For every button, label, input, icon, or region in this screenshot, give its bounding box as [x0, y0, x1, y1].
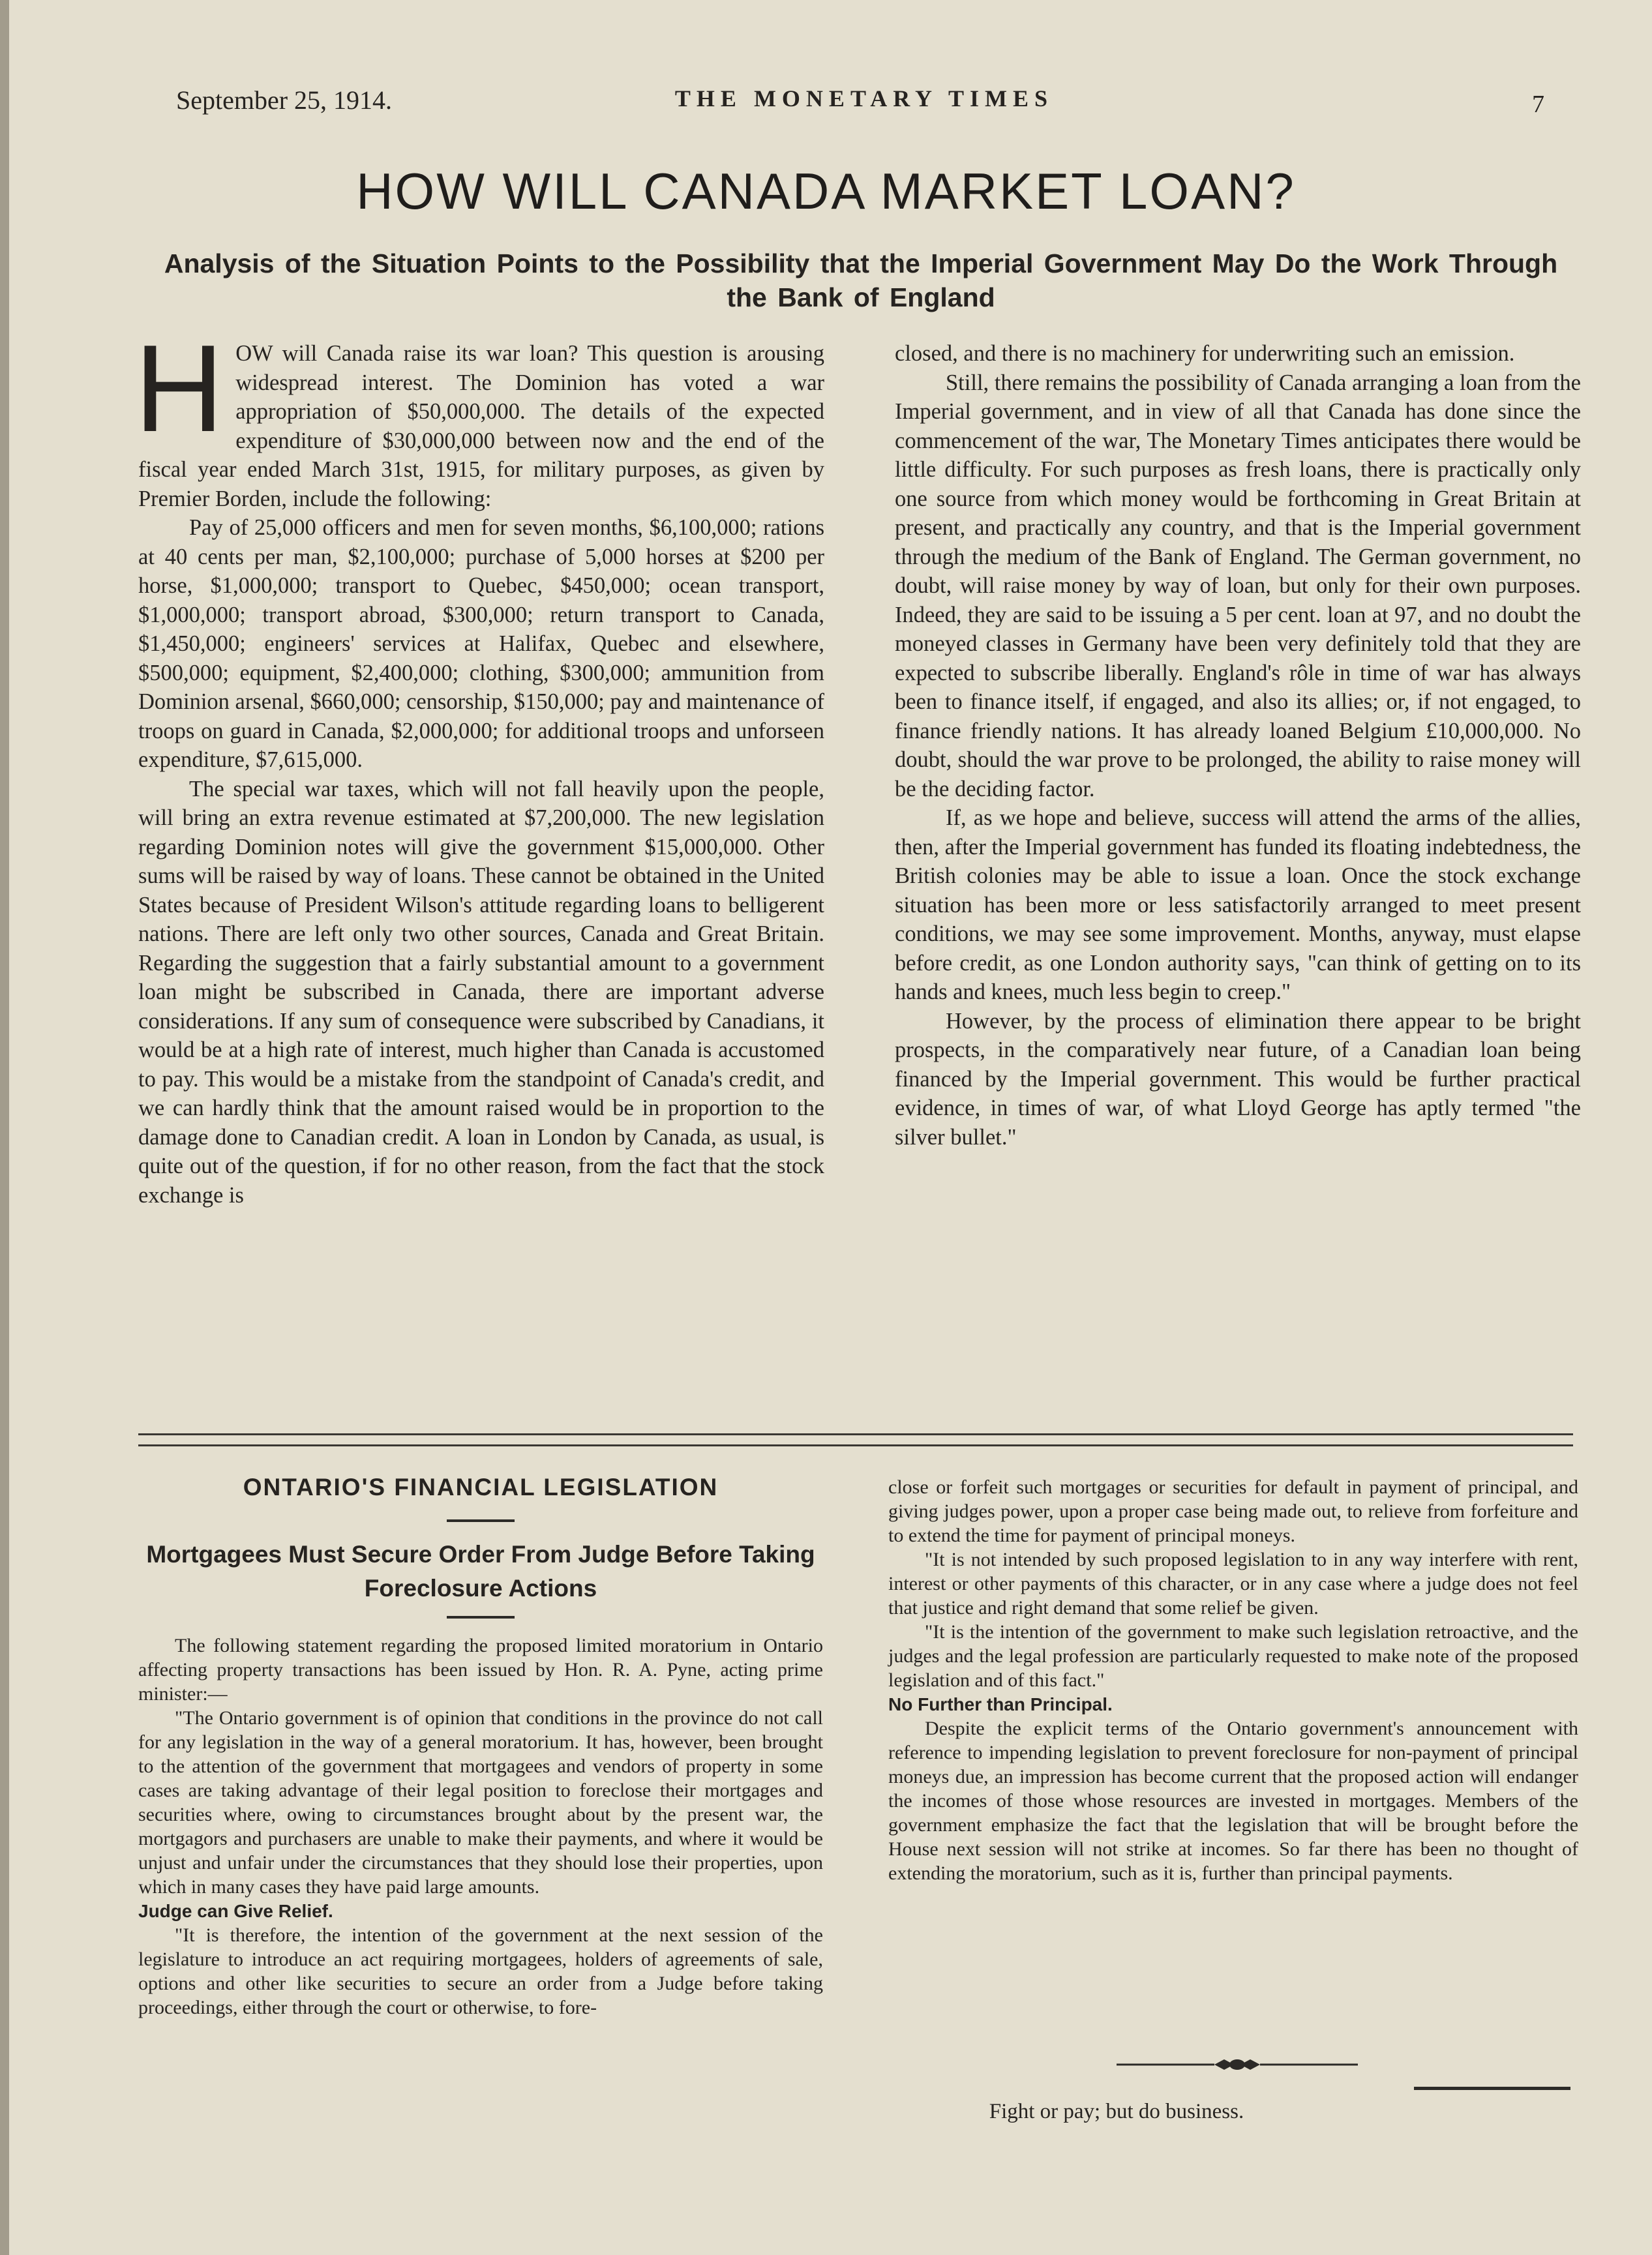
- drop-cap: H: [134, 320, 224, 458]
- closing-line: Fight or pay; but do business.: [989, 2100, 1244, 2123]
- issue-date: September 25, 1914.: [176, 85, 393, 115]
- page-number: 7: [1532, 91, 1544, 118]
- paragraph: close or forfeit such mortgages or securities for default in payment of principal, and giving judges power, upon a proper case being made out, to relieve from forfeiture and to extend the time for payment of principal moneys.: [888, 1476, 1578, 1546]
- section-divider: [138, 1433, 1573, 1446]
- paragraph: HOW will Canada raise its war loan? This question is arousing widespread interest. The Dominion has voted a war appropriation of $50,000,000. The details of the expected expenditure of $30,000,000 between now and the end of the fiscal year ended March 31st, 1915, for military purposes, as given by Premier Borden, include the following:: [134, 320, 824, 511]
- paragraph: "It is the intention of the government to make such legislation retroactive, and the judges and the legal profession are particularly requested to make note of the proposed legislation and of this fact.": [888, 1621, 1578, 1691]
- paragraph: Still, there remains the possibility of Canada arranging a loan from the Imperial government, and in view of all that Canada has done since the commencement of the war, The Monetary Times anticipates there would be little difficulty. For such purposes as fresh loans, there is practically only one source from which money would be forthcoming in Great Britain at present, and practically any country, and that is the Imperial government through the medium of the Bank of England. The German government, no doubt, will raise money by way of loan, but only for their own purposes. Indeed, they are said to be issuing a 5 per cent. loan at 97, and no doubt the moneyed classes in Germany have been very definitely told that they are expected to subscribe liberally. England's rôle in time of war has always been to finance itself, if engaged, and also its allies; or, if not engaged, to finance friendly nations. It has already loaned Belgium £10,000,000. No doubt, should the war prove to be prolonged, the ability to raise money will be the deciding factor.: [895, 370, 1581, 801]
- second-article-column-left: [138, 1634, 823, 2020]
- paragraph: closed, and there is no machinery for underwriting such an emission.: [895, 341, 1515, 366]
- heading-rule: [447, 1519, 515, 1522]
- article-column-left: [134, 320, 825, 1210]
- paragraph: The following statement regarding the proposed limited moratorium in Ontario affecting property transactions has been issued by Hon. R. A. Pyne, acting prime minister:—: [138, 1635, 823, 1705]
- column-end-rule: [1414, 2087, 1570, 2090]
- second-article-heading: ONTARIO'S FINANCIAL LEGISLATION: [243, 1474, 719, 1501]
- section-subhead: No Further than Principal.: [888, 1694, 1113, 1714]
- page-header: [176, 85, 1552, 124]
- paragraph: Despite the explicit terms of the Ontario government's announcement with reference to impending legislation to prevent foreclosure for non-payment of principal moneys due, an impression has become current that the proposed action will endanger the incomes of those whose resources are invested in mortgages. Members of the government emphasize the fact that the legislation that will be brought before the House next session will not strike at incomes. So far there has been no thought of extending the moratorium, such as it is, further than principal payments.: [888, 1718, 1578, 1884]
- paragraph: The special war taxes, which will not fall heavily upon the people, will bring an extra revenue estimated at $7,200,000. The new legislation regarding Dominion notes will give the government $15,000,000. Other sums will be raised by way of loans. These cannot be obtained in the United States because of President Wilson's attitude regarding loans to belligerent nations. There are left only two other sources, Canada and Great Britain. Regarding the suggestion that a fairly substantial amount to a government loan might be subscribed in Canada, there are important adverse considerations. If any sum of consequence were subscribed by Canadians, it would be at a high rate of interest, much higher than Canada is accustomed to pay. This would be a mistake from the standpoint of Canada's credit, and we can hardly think that the amount raised would be in proportion to the damage done to Canadian credit. A loan in London by Canada, as usual, is quite out of the question, if for no other reason, from the fact that the stock exchange is: [138, 776, 824, 1208]
- subheading-rule: [447, 1616, 515, 1619]
- second-article-column-right: [888, 1475, 1578, 1885]
- article-column-right: [895, 339, 1581, 1152]
- second-article-subheading: Mortgagees Must Secure Order From Judge Before Taking Foreclosure Actions: [146, 1541, 815, 1602]
- binding-shadow: [0, 0, 9, 2255]
- ornament-divider: [1117, 2057, 1358, 2072]
- article-title: HOW WILL CANADA MARKET LOAN?: [356, 162, 1296, 220]
- paragraph: "The Ontario government is of opinion that conditions in the province do not call for any legislation in the way of a general moratorium. It has, however, been brought to the attention of the government that mortgagees and vendors of property in some cases are taking advantage of their legal position to foreclose their mortgages and securities where, owing to circumstances brought about by the present war, the mortgagors and purchasers are unable to make their payments, and where it would be unjust and unfair under the circumstances that they should lose their properties, upon which in many cases they have paid large amounts.: [138, 1707, 823, 1898]
- paragraph: However, by the process of elimination there appear to be bright prospects, in the comparatively near future, of a Canadian loan being financed by the Imperial government. This would be further practical evidence, in times of war, of what Lloyd George has aptly termed "the silver bullet.": [895, 1008, 1581, 1150]
- article-subtitle: Analysis of the Situation Points to the Possibility that the Imperial Government May Do the Work Through the Bank of England: [164, 248, 1558, 312]
- journal-title: THE MONETARY TIMES: [674, 85, 1054, 112]
- paragraph: "It is not intended by such proposed legislation to in any way interfere with rent, interest or other payments of this character, or in any case where a judge does not feel that justice and right demand that some relief be given.: [888, 1549, 1578, 1619]
- paragraph: Pay of 25,000 officers and men for seven months, $6,100,000; rations at 40 cents per man, $2,100,000; purchase of 5,000 horses at $200 per horse, $1,000,000; transport to Quebec, $450,000; ocean transport, $1,000,000; transport abroad, $300,000; return transport to Canada, $1,450,000; engineers' services at Halifax, Quebec and elsewhere, $500,000; equipment, $2,400,000; clothing, $300,000; ammunition from Dominion arsenal, $660,000; censorship, $150,000; pay and maintenance of troops on guard in Canada, $2,000,000; for additional troops and unforseen expenditure, $7,615,000.: [138, 515, 825, 772]
- paragraph: If, as we hope and believe, success will attend the arms of the allies, then, after the Imperial government has funded its floating indebtedness, the British colonies may be able to issue a loan. Once the stock exchange situation has been more or less satisfactorily arranged to meet present conditions, we may see some improvement. Months, anyway, must elapse before credit, as one London authority says, "can think of getting on to its hands and knees, much less begin to creep.": [895, 805, 1581, 1004]
- section-subhead: Judge can Give Relief.: [138, 1901, 333, 1921]
- paragraph: "It is therefore, the intention of the government at the next session of the legislature to introduce an act requiring mortgagees, holders of agreements of sale, options and other like securities to secure an order from a Judge before taking proceedings, either through the court or otherwise, to fore-: [138, 1924, 823, 2018]
